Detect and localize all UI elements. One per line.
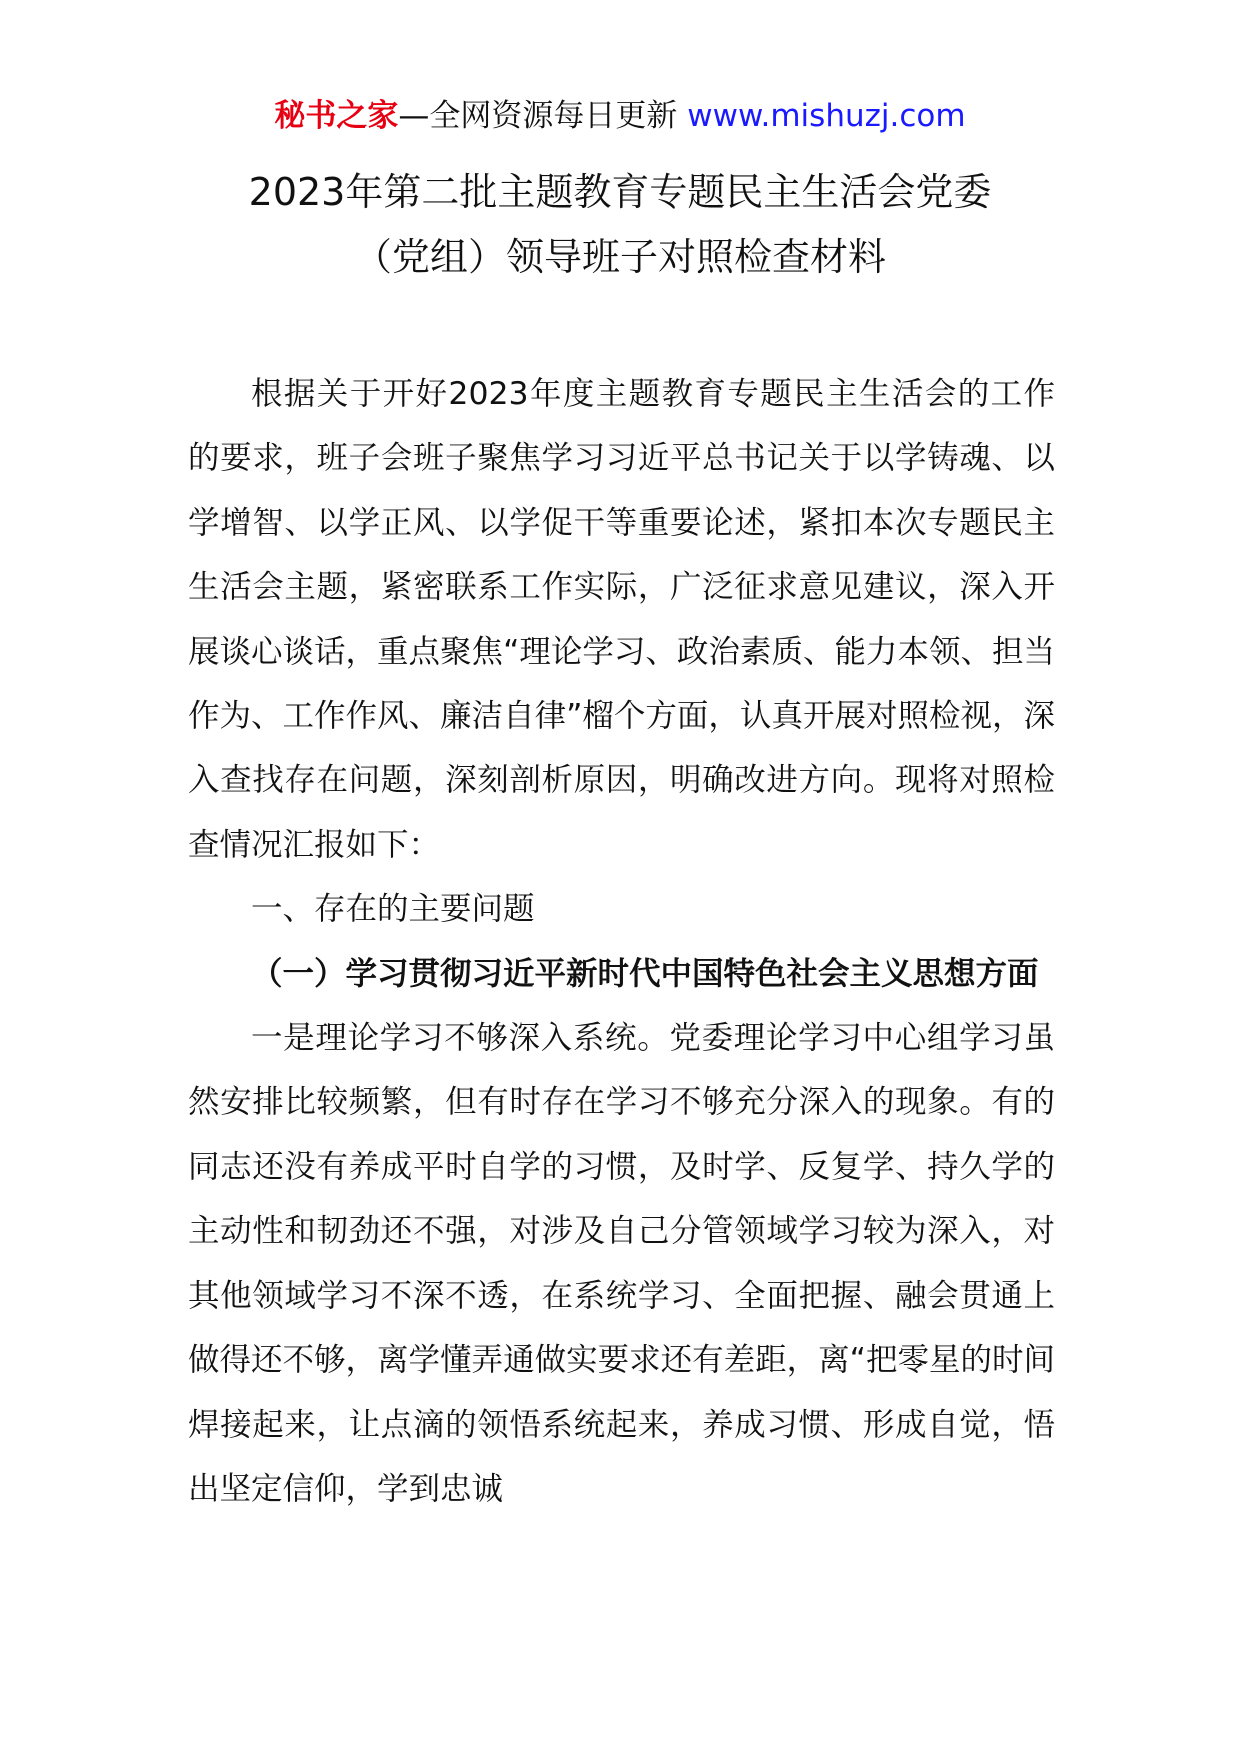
site-header — [0, 98, 1240, 135]
section-heading: 一、存在的主要问题 — [251, 891, 535, 928]
brand-name: 秘书之家 — [274, 98, 399, 134]
document-body — [188, 362, 1055, 1521]
document-title-line-1: 2023年第二批主题教育专题民主生活会党委 — [248, 170, 992, 214]
site-url-link[interactable]: www.mishuzj.com — [687, 98, 966, 134]
intro-paragraph: 根据关于开好2023年度主题教育专题民主生活会的工作的要求，班子会班子聚焦学习习近平总书记关于以学铸魂、以学增智、以学正风、以学促干等重要论述，紧扣本次专题民主生活会主题，紧密联系工作实际，广泛征求意见建议，深入开展谈心谈话，重点聚焦“理论学习、政治素质、能力本领、担当作为、工作作风、廉洁自律”榴个方面，认真开展对照检视，深入查找存在问题，深刻剖析原因，明确改进方向。现将对照检查情况汇报如下： — [188, 376, 1055, 863]
header-tagline: —全网资源每日更新 — [398, 98, 678, 134]
body-paragraph: 一是理论学习不够深入系统。党委理论学习中心组学习虽然安排比较频繁，但有时存在学习不够充分深入的现象。有的同志还没有养成平时自学的习惯，及时学、反复学、持久学的主动性和韧劲还不强，对涉及自己分管领域学习较为深入，对其他领域学习不深不透，在系统学习、全面把握、融会贯通上做得还不够，离学懂弄通做实要求还有差距，离“把零星的时间焊接起来，让点滴的领悟系统起来，养成习惯、形成自觉，悟出坚定信仰，学到忠诚 — [188, 1020, 1055, 1507]
subsection-heading: （一）学习贯彻习近平新时代中国特色社会主义思想方面 — [251, 955, 1039, 992]
document-title-line-2: （党组）领导班子对照检查材料 — [353, 235, 886, 279]
